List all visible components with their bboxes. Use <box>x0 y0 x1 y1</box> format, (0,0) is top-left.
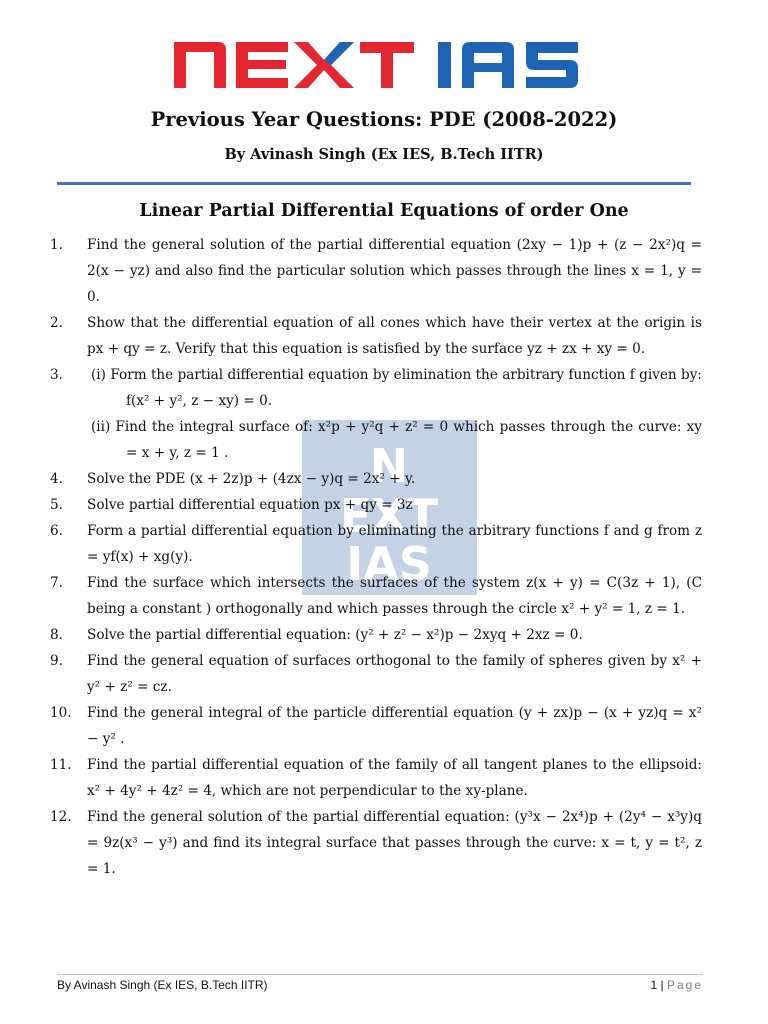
question-text: Show that the differential equation of all cones which have their vertex at the origin is px + qy = z. Verify that this equation is satisfied by the surface yz + zx + xy = 0. <box>87 315 702 357</box>
list-item <box>50 700 702 752</box>
svg-text:N: N <box>369 439 409 493</box>
list-item <box>50 310 702 362</box>
section-heading: Linear Partial Differential Equations of order One <box>139 201 629 221</box>
question-text: Find the partial differential equation of the family of all tangent planes to the ellipsoid: x² + 4y² + 4z² = 4, which are not perpendicular to the xy-plane. <box>87 757 702 799</box>
question-number: 4. <box>50 471 63 487</box>
question-text: Find the general solution of the partial differential equation: (y³x − 2x⁴)p + (2y⁴ − x³y)q = 9z(x³ − y³) and find its integral surface that passes through the curve: x = t, y = t², z = 1. <box>87 809 702 877</box>
list-item <box>50 570 702 622</box>
question-text: Find the general integral of the particle differential equation (y + zx)p − (x + yz)q = x² − y² . <box>87 705 702 747</box>
question-number: 3. <box>50 367 63 383</box>
footer-divider <box>57 974 703 975</box>
question-number: 7. <box>50 575 63 591</box>
question-text: Solve partial differential equation px + qy = 3z <box>87 497 413 513</box>
question-part-ii: (ii) Find the integral surface of: x²p + y²q + z² = 0 which passes through the curve: xy = x + y, z = 1 . <box>91 419 702 461</box>
list-item <box>50 466 702 492</box>
next-ias-logo <box>0 36 768 88</box>
question-number: 12. <box>50 809 72 825</box>
svg-text:EXT: EXT <box>339 489 439 543</box>
question-number: 6. <box>50 523 63 539</box>
question-number: 5. <box>50 497 63 513</box>
list-item <box>50 648 702 700</box>
question-text: Find the surface which intersects the surfaces of the system z(x + y) = C(3z + 1), (C being a constant ) orthogonally and which passes through the circle x² + y² = 1, z = 1. <box>87 575 702 617</box>
document-title: Previous Year Questions: PDE (2008-2022) <box>150 108 618 131</box>
question-number: 11. <box>50 757 72 773</box>
logo-graphic <box>174 36 594 88</box>
question-number: 2. <box>50 315 63 331</box>
question-part-i: (i) Form the partial differential equation by elimination the arbitrary function f given by: f(x² + y², z − xy) = 0. <box>91 367 702 409</box>
question-list <box>50 232 702 882</box>
svg-text:IAS: IAS <box>346 537 432 591</box>
footer-separator: | <box>660 978 664 992</box>
question-number: 1. <box>50 237 63 253</box>
question-text: Find the general equation of surfaces orthogonal to the family of spheres given by x² + y² + z² = cz. <box>87 653 702 695</box>
list-item <box>50 622 702 648</box>
list-item <box>50 752 702 804</box>
footer-author: By Avinash Singh (Ex IES, B.Tech IITR) <box>57 978 268 992</box>
list-item <box>50 232 702 310</box>
footer-page-indicator <box>650 978 703 992</box>
question-number: 10. <box>50 705 72 721</box>
question-number: 8. <box>50 627 63 643</box>
question-text: Form a partial differential equation by eliminating the arbitrary functions f and g from z = yf(x) + xg(y). <box>87 523 702 565</box>
question-number: 9. <box>50 653 63 669</box>
question-text: Find the general solution of the partial differential equation (2xy − 1)p + (z − 2x²)q = 2(x − yz) and also find the particular solution which passes through the lines x = 1, y = 0. <box>87 237 702 305</box>
list-item <box>50 518 702 570</box>
page-number: 1 <box>650 978 658 992</box>
list-item <box>50 362 702 466</box>
header-divider <box>57 182 691 185</box>
question-text: Solve the PDE (x + 2z)p + (4zx − y)q = 2x² + y. <box>87 471 416 487</box>
page-label: Page <box>666 978 703 992</box>
list-item <box>50 492 702 518</box>
list-item <box>50 804 702 882</box>
author-line: By Avinash Singh (Ex IES, B.Tech IITR) <box>224 146 544 163</box>
question-text: Solve the partial differential equation: (y² + z² − x²)p − 2xyq + 2xz = 0. <box>87 627 583 643</box>
